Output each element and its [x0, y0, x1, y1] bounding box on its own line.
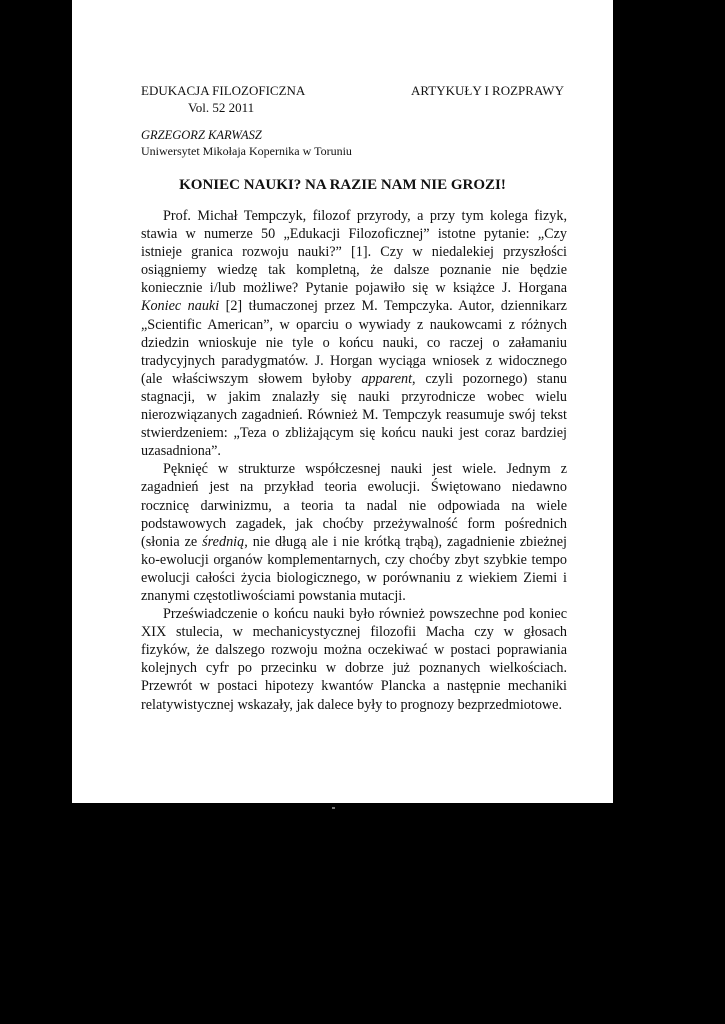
- journal-header: [141, 82, 305, 116]
- section-name: ARTYKUŁY I ROZPRAWY: [411, 83, 564, 98]
- paragraph-2: Pęknięć w strukturze współczesnej nauki jest wiele. Jednym z zagadnień jest na przykład teoria ewolucji. Świętowano niedawno rocznicę darwinizmu, a teoria ta nadal nie odpowiada na wiele podstawowych zagadek, jak choćby przeżywalność form pośrednich (słonia ze średnią, nie długą ale i nie krótką trąbą), zagadnienie zbieżnej ko-ewolucji organów komplementarnych, czy choćby zbyt szybkie tempo ewolucji całości życia biologicznego, w porównaniu z wiekiem Ziemi i znanymi częstotliwościami powstania mutacji.: [141, 461, 567, 604]
- article-body: [141, 207, 567, 714]
- document-page: [72, 0, 613, 803]
- emphasized-term: apparent: [361, 370, 413, 387]
- scan-artifact: [332, 807, 335, 809]
- book-title: Koniec nauki: [141, 298, 220, 315]
- journal-volume: Vol. 52 2011: [188, 100, 255, 115]
- journal-name: EDUKACJA FILOZOFICZNA: [141, 83, 306, 98]
- article-title: KONIEC NAUKI? NA RAZIE NAM NIE GROZI!: [179, 177, 506, 193]
- paragraph-1: Prof. Michał Tempczyk, filozof przyrody, a przy tym kolega fizyk, stawia w numerze 50 „Edukacji Filozoficznej” istotne pytanie: „Czy istnieje granica rozwoju nauki?” [1]. Czy w niedalekiej przyszłości osiągniemy wiedzę tak kompletną, że dalsze poznanie nie będzie koniecznie i/lub możliwe? Pytanie pojawiło się w książce J. Horgana Koniec nauki [2] tłumaczonej przez M. Tempczyka. Autor, dziennikarz „Scientific American”, w oparciu o wywiady z naukowcami z różnych dziedzin wnioskuje nie tyle o końcu nauki, co raczej o załamaniu tradycyjnych paradygmatów. J. Horgan wyciąga wniosek z widocznego (ale właściwszym słowem byłoby apparent, czyli pozornego) stanu stagnacji, w jakim znalazły się nauki przyrodnicze wobec wielu nierozwiązanych zagadnień. Również M. Tempczyk reasumuje swój tekst stwierdzeniem: „Teza o zbliżającym się końcu nauki jest coraz bardziej uzasadniona”.: [141, 208, 568, 460]
- author-name: GRZEGORZ KARWASZ: [141, 128, 262, 142]
- author-affiliation: Uniwersytet Mikołaja Kopernika w Toruniu: [141, 144, 352, 158]
- paragraph-3: Przeświadczenie o końcu nauki było również powszechne pod koniec XIX stulecia, w mechanicystycznej filozofii Macha czy w głosach fizyków, że dalszego rozwoju można oczekiwać w postaci poprawiania kolejnych cyfr po przecinku w dobrze już poznanych wielkościach. Przewrót w postaci hipotezy kwantów Plancka a następnie mechaniki relatywistycznej wskazały, jak dalece były to prognozy bezprzedmiotowe.: [141, 606, 567, 713]
- emphasized-term: średnią: [202, 533, 245, 550]
